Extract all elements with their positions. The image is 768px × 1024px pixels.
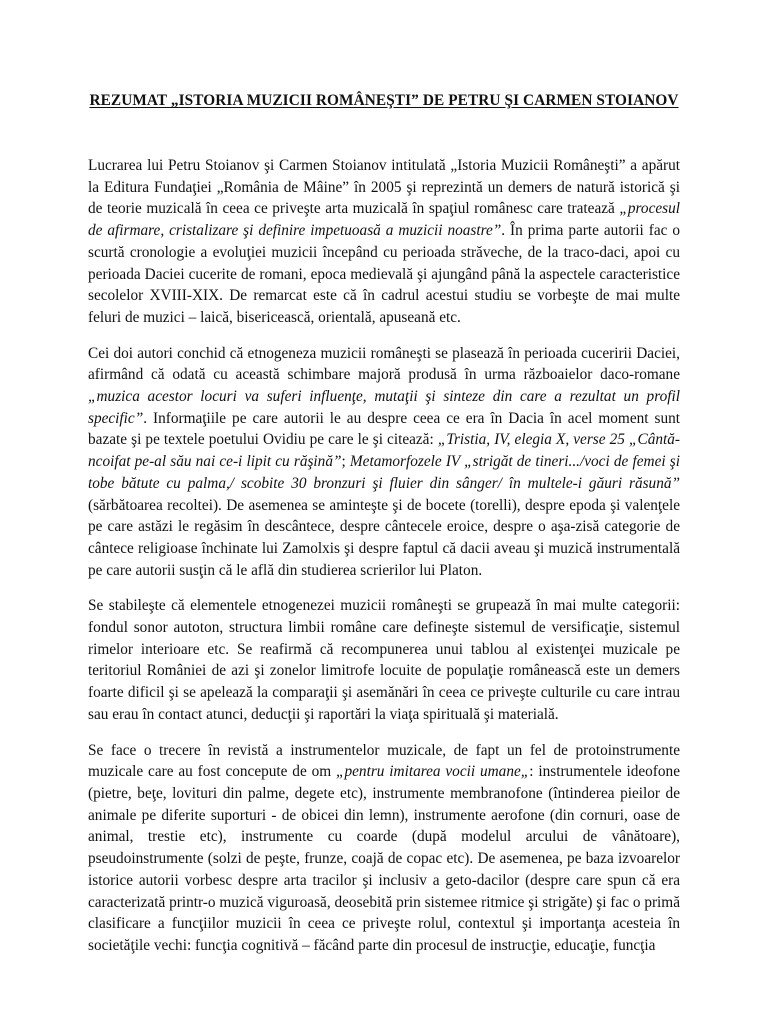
text-run: (sărbătoarea recoltei). De asemenea se aminteşte şi de bocete (torelli), despre epoda şi valenţele pe care astăzi le regăsim în descântece, despre cântecele eroice, despre o aşa-zisă categorie de cântece religioase închinate lui Zamolxis şi despre faptul că dacii aveau şi muzică instrumentală pe care autorii susţin că le află din studierea scrierilor lui Platon. [88, 496, 680, 579]
text-run: : instrumentele ideofone (pietre, beţe, lovituri din palme, degete etc), instrumente membranofone (întinderea pieilor de animale pe diferite suporturi - de obicei din lemn), instrumente aerofone (din cornuri, oase de animal, trestie etc), instrumente cu coarde (după modelul arcului de vânătoare), pseudoinstrumente (solzi de peşte, frunze, coajă de copac etc). De asemenea, pe baza izvoarelor istorice autorii vorbesc despre arta tracilor şi inclusiv a geto-dacilor (despre care spun că era caracterizată printr-o muzică viguroasă, deosebită prin sistemee ritmice şi strigăte) şi fac o primă clasificare a funcţiilor muzicii în ceea ce priveşte rolul, contextul şi importanţa acesteia în societăţile vechi: funcţia cognitivă – făcând parte din procesul de instrucţie, educaţie, funcţia [88, 763, 680, 954]
text-run: Se face o trecere în revistă a instrumentelor muzicale, de fapt un fel de protoinstrumente muzicale care au fost concepute de om [88, 741, 680, 781]
italic-quote: Metamorfozele IV „strigăt de tineri.../voci de femei şi tobe bătute cu palma,/ scobite 30 bronzuri şi fluier din sânger/ în multele-i găuri răsună” [88, 453, 680, 492]
italic-quote: „procesul de afirmare, cristalizare şi definire impetuoasă a muzicii noastre” [88, 200, 680, 240]
text-run: Cei doi autori conchid că etnogeneza muzicii româneşti se plasează în perioada cuceririi Daciei, afirmând că odată cu această schimbare majoră produsă în urma războaielor daco-romane [88, 344, 680, 384]
italic-quote: „muzica acestor locuri va suferi influenţe, mutaţii şi sinteze din care a rezultat un profil specific” [88, 388, 680, 427]
document-title: REZUMAT „ISTORIA MUZICII ROMÂNEŞTI” DE PETRU ŞI CARMEN STOIANOV [89, 92, 679, 109]
text-run: . Informaţiile pe care autorii le au despre ceea ce era în Dacia în acel moment sunt bazate şi pe textele poetului Ovidiu pe care le şi citează: [88, 409, 680, 449]
paragraph-4 [88, 740, 680, 957]
text-run: . În prima parte autorii fac o scurtă cronologie a evoluţiei muzicii începând cu perioada străveche, de la traco-daci, apoi cu perioada Daciei cucerite de romani, epoca medievală şi ajungând până la aspectele caracteristice secolelor XVIII-XIX. De remarcat este că în cadrul acestui studiu se vorbeşte de mai multe feluri de muzici – laică, bisericească, orientală, apuseană etc. [88, 222, 681, 326]
document-body [88, 155, 680, 974]
italic-quote: „pentru imitarea vocii umane„ [335, 763, 530, 781]
paragraph-3 [88, 595, 680, 725]
text-run: ; [341, 453, 350, 471]
text-run: Lucrarea lui Petru Stoianov şi Carmen Stoianov intitulată „Istoria Muzicii Româneşti” a apărut la Editura Fundaţiei „România de Mâine” în 2005 şi reprezintă un demers de natură istorică şi de teorie muzicală în ceea ce priveşte arta muzicală în spaţiul românesc care tratează [88, 157, 680, 218]
paragraph-2 [88, 343, 680, 582]
paragraph-1 [88, 155, 680, 329]
text-run: Se stabileşte că elementele etnogenezei muzicii româneşti se grupează în mai multe categorii: fondul sonor autoton, structura limbii române care defineşte sistemul de versificaţie, sistemul rimelor interioare etc. Se reafirmă că recompunerea unui tablou al existenţei muzicale pe teritoriul României de azi şi zonelor limitrofe locuite de populaţie românească este un demers foarte dificil şi se apelează la comparaţii şi asemănări în ceea ce priveşte culturile cu care intrau sau erau în contact atunci, deducţii şi raportări la viaţa spirituală şi materială. [88, 597, 680, 723]
italic-quote: „Tristia, IV, elegia X, verse 25 „Cântă-ncoifat pe-al său nai ce-i lipit cu răşină” [88, 431, 680, 471]
